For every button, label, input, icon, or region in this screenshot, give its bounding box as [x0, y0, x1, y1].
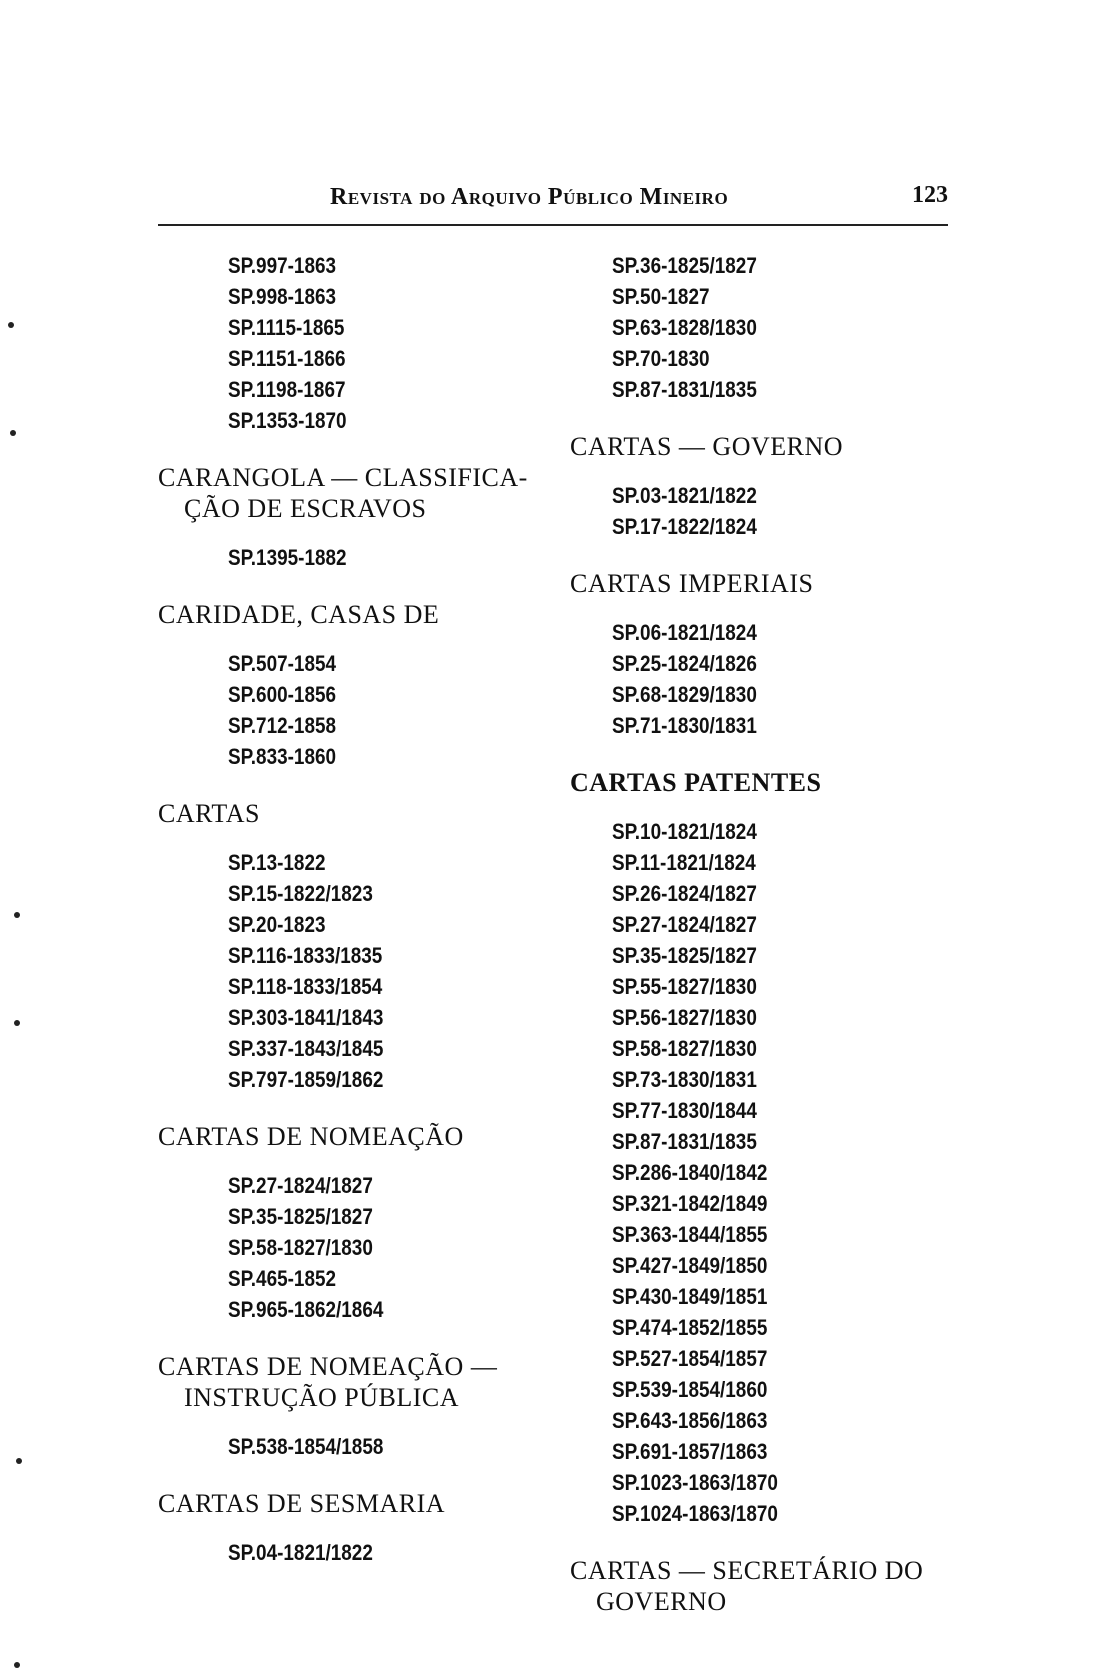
entry: SP.63-1828/1830: [612, 315, 757, 340]
entry: SP.11-1821/1824: [612, 850, 756, 875]
entry: SP.507-1854: [228, 651, 337, 676]
entry: SP.691-1857/1863: [612, 1439, 768, 1464]
entry: SP.56-1827/1830: [612, 1005, 757, 1030]
heading-text: CARTAS — SECRETÁRIO DO: [570, 1556, 924, 1585]
entry: SP.35-1825/1827: [228, 1204, 373, 1229]
entry: SP.286-1840/1842: [612, 1160, 768, 1185]
right-column: [570, 250, 950, 1617]
entry: SP.427-1849/1850: [612, 1253, 768, 1278]
scan-speck: [10, 430, 16, 436]
index-heading: CARTAS DE SESMARIA: [158, 1489, 446, 1518]
entry: SP.15-1822/1823: [228, 881, 373, 906]
entry-list: [612, 250, 950, 405]
entry-list: [158, 1537, 548, 1568]
entry: SP.465-1852: [228, 1266, 337, 1291]
scan-speck: [14, 912, 20, 918]
entry: SP.997-1863: [228, 253, 337, 278]
entry: SP.71-1830/1831: [612, 713, 757, 738]
entry-list: [228, 250, 548, 436]
entry: SP.303-1841/1843: [228, 1005, 384, 1030]
entry: SP.833-1860: [228, 744, 337, 769]
index-block: [570, 767, 950, 1529]
entry: SP.643-1856/1863: [612, 1408, 768, 1433]
index-heading: [570, 1555, 950, 1617]
page-number: 123: [912, 182, 948, 208]
index-heading: [158, 462, 548, 524]
heading-continuation: INSTRUÇÃO PÚBLICA: [184, 1383, 460, 1412]
entry: SP.20-1823: [228, 912, 326, 937]
index-block: [570, 431, 950, 542]
scan-speck: [14, 1662, 20, 1668]
entry-list: [570, 480, 950, 542]
index-block: [158, 250, 548, 436]
entry: SP.25-1824/1826: [612, 651, 757, 676]
entry: SP.1353-1870: [228, 408, 347, 433]
entry: SP.87-1831/1835: [612, 377, 757, 402]
index-heading: [158, 1351, 548, 1413]
entry: SP.118-1833/1854: [228, 974, 383, 999]
entry: SP.539-1854/1860: [612, 1377, 768, 1402]
index-block: [570, 1555, 950, 1617]
entry: SP.474-1852/1855: [612, 1315, 768, 1340]
index-heading: CARTAS DE NOMEAÇÃO: [158, 1122, 464, 1151]
entry: SP.35-1825/1827: [612, 943, 757, 968]
entry: SP.26-1824/1827: [612, 881, 757, 906]
entry: SP.712-1858: [228, 713, 337, 738]
heading-continuation: ÇÃO DE ESCRAVOS: [184, 494, 427, 523]
entry: SP.58-1827/1830: [228, 1235, 373, 1260]
index-block: [158, 1351, 548, 1462]
entry: SP.797-1859/1862: [228, 1067, 384, 1092]
index-heading: CARTAS — GOVERNO: [570, 432, 844, 461]
entry-list: [570, 816, 950, 1529]
journal-title: Revista do Arquivo Público Mineiro: [330, 184, 729, 210]
entry: SP.965-1862/1864: [228, 1297, 384, 1322]
heading-text: CARTAS DE NOMEAÇÃO —: [158, 1352, 498, 1381]
entry: SP.1024-1863/1870: [612, 1501, 778, 1526]
entry-list: [158, 847, 548, 1095]
index-block: [158, 1121, 548, 1325]
page-header: [158, 180, 948, 226]
entry: SP.1198-1867: [228, 377, 346, 402]
entry: SP.27-1824/1827: [612, 912, 757, 937]
entry: SP.04-1821/1822: [228, 1540, 373, 1565]
entry: SP.321-1842/1849: [612, 1191, 768, 1216]
entry: SP.337-1843/1845: [228, 1036, 384, 1061]
entry: SP.06-1821/1824: [612, 620, 757, 645]
entry-list: [158, 648, 548, 772]
entry: SP.600-1856: [228, 682, 337, 707]
index-heading: CARIDADE, CASAS DE: [158, 600, 440, 629]
entry: SP.73-1830/1831: [612, 1067, 757, 1092]
entry: SP.17-1822/1824: [612, 514, 757, 539]
index-heading: CARTAS IMPERIAIS: [570, 569, 814, 598]
entry: SP.527-1854/1857: [612, 1346, 768, 1371]
entry: SP.55-1827/1830: [612, 974, 757, 999]
entry: SP.998-1863: [228, 284, 337, 309]
entry-list: [570, 617, 950, 741]
heading-continuation: GOVERNO: [596, 1587, 727, 1616]
entry: SP.70-1830: [612, 346, 710, 371]
entry: SP.1395-1882: [228, 545, 347, 570]
entry: SP.10-1821/1824: [612, 819, 757, 844]
scan-speck: [8, 322, 14, 328]
index-block: [158, 599, 548, 772]
entry: SP.03-1821/1822: [612, 483, 757, 508]
index-block: [158, 462, 548, 573]
index-block: [158, 1488, 548, 1568]
entry-list: [158, 1170, 548, 1325]
index-heading: CARTAS PATENTES: [570, 768, 822, 797]
entry: SP.58-1827/1830: [612, 1036, 757, 1061]
entry: SP.13-1822: [228, 850, 326, 875]
entry: SP.68-1829/1830: [612, 682, 757, 707]
entry: SP.36-1825/1827: [612, 253, 757, 278]
heading-text: CARANGOLA — CLASSIFICA-: [158, 463, 528, 492]
left-column: [158, 250, 548, 1568]
entry: SP.116-1833/1835: [228, 943, 383, 968]
scan-speck: [16, 1458, 22, 1464]
entry: SP.1151-1866: [228, 346, 346, 371]
index-block: [158, 798, 548, 1095]
entry: SP.538-1854/1858: [228, 1434, 384, 1459]
scan-speck: [14, 1020, 20, 1026]
entry: SP.363-1844/1855: [612, 1222, 768, 1247]
entry-list: [158, 1431, 548, 1462]
entry: SP.77-1830/1844: [612, 1098, 757, 1123]
index-block: [570, 568, 950, 741]
entry: SP.50-1827: [612, 284, 710, 309]
index-block: [570, 250, 950, 405]
entry: SP.430-1849/1851: [612, 1284, 768, 1309]
entry: SP.1115-1865: [228, 315, 345, 340]
entry: SP.27-1824/1827: [228, 1173, 373, 1198]
index-heading: CARTAS: [158, 799, 260, 828]
entry-list: [158, 542, 548, 573]
entry: SP.1023-1863/1870: [612, 1470, 778, 1495]
entry: SP.87-1831/1835: [612, 1129, 757, 1154]
